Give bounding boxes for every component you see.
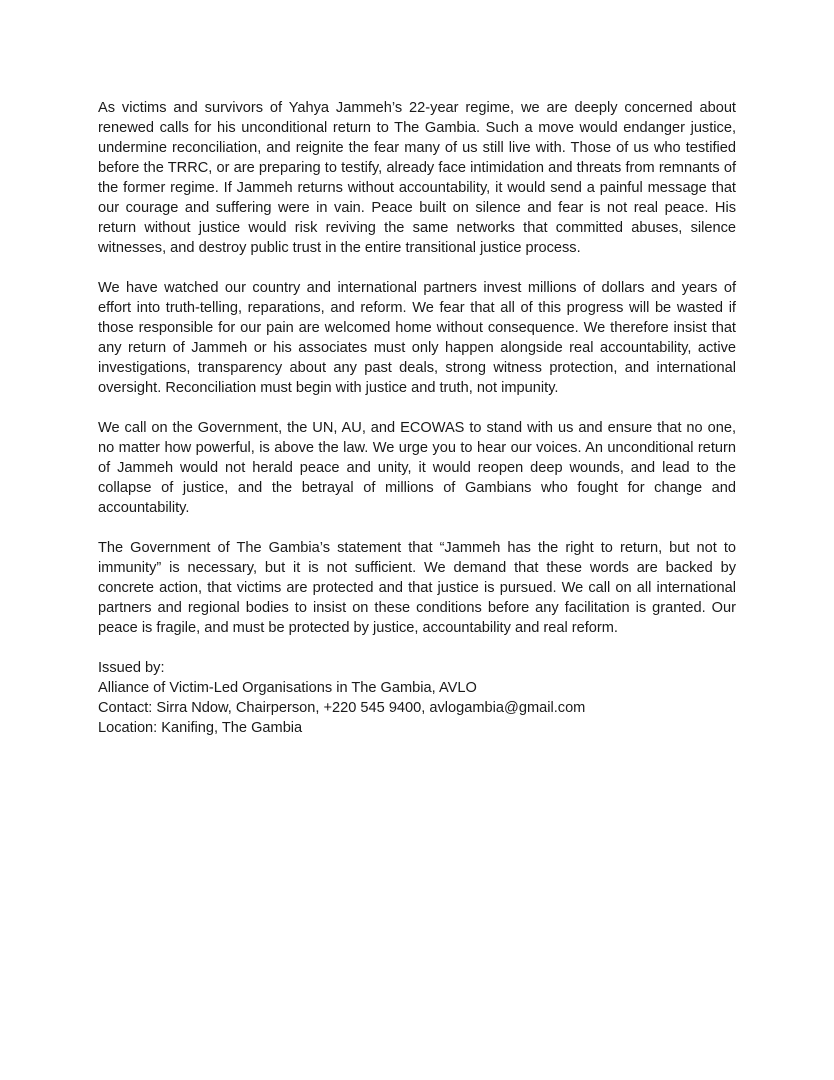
issuing-organisation: Alliance of Victim-Led Organisations in The Gambia, AVLO bbox=[98, 680, 477, 696]
document-body bbox=[98, 98, 736, 738]
paragraph-concern: As victims and survivors of Yahya Jammeh’s 22-year regime, we are deeply concerned about renewed calls for his unconditional return to The Gambia. Such a move would endanger justice, undermine reconciliation, and reignite the fear many of us still live with. Those of us who testified before the TRRC, or are preparing to testify, already face intimidation and threats from remnants of the former regime. If Jammeh returns without accountability, it would send a painful message that our courage and suffering were in vain. Peace built on silence and fear is not real peace. His return without justice would risk reviving the same networks that committed abuses, silence witnesses, and destroy public trust in the entire transitional justice process. bbox=[98, 100, 736, 256]
contact-line: Contact: Sirra Ndow, Chairperson, +220 545 9400, avlogambia@gmail.com bbox=[98, 700, 586, 716]
issued-by-block bbox=[98, 658, 736, 738]
paragraph-investment: We have watched our country and international partners invest millions of dollars and years of effort into truth-telling, reparations, and reform. We fear that all of this progress will be wasted if those responsible for our pain are welcomed home without consequence. We therefore insist that any return of Jammeh or his associates must only happen alongside real accountability, active investigations, transparency about any past deals, strong witness protection, and international oversight. Reconciliation must begin with justice and truth, not impunity. bbox=[98, 280, 736, 396]
paragraph-call-to-action: We call on the Government, the UN, AU, and ECOWAS to stand with us and ensure that no one, no matter how powerful, is above the law. We urge you to hear our voices. An unconditional return of Jammeh would not herald peace and unity, it would reopen deep wounds, and lead to the collapse of justice, and the betrayal of millions of Gambians who fought for change and accountability. bbox=[98, 420, 736, 516]
issued-by-heading: Issued by: bbox=[98, 660, 165, 676]
location-line: Location: Kanifing, The Gambia bbox=[98, 720, 303, 736]
paragraph-government-statement: The Government of The Gambia’s statement that “Jammeh has the right to return, but not to immunity” is necessary, but it is not sufficient. We demand that these words are backed by concrete action, that victims are protected and that justice is pursued. We call on all international partners and regional bodies to insist on these conditions before any facilitation is granted. Our peace is fragile, and must be protected by justice, accountability and real reform. bbox=[98, 540, 736, 636]
